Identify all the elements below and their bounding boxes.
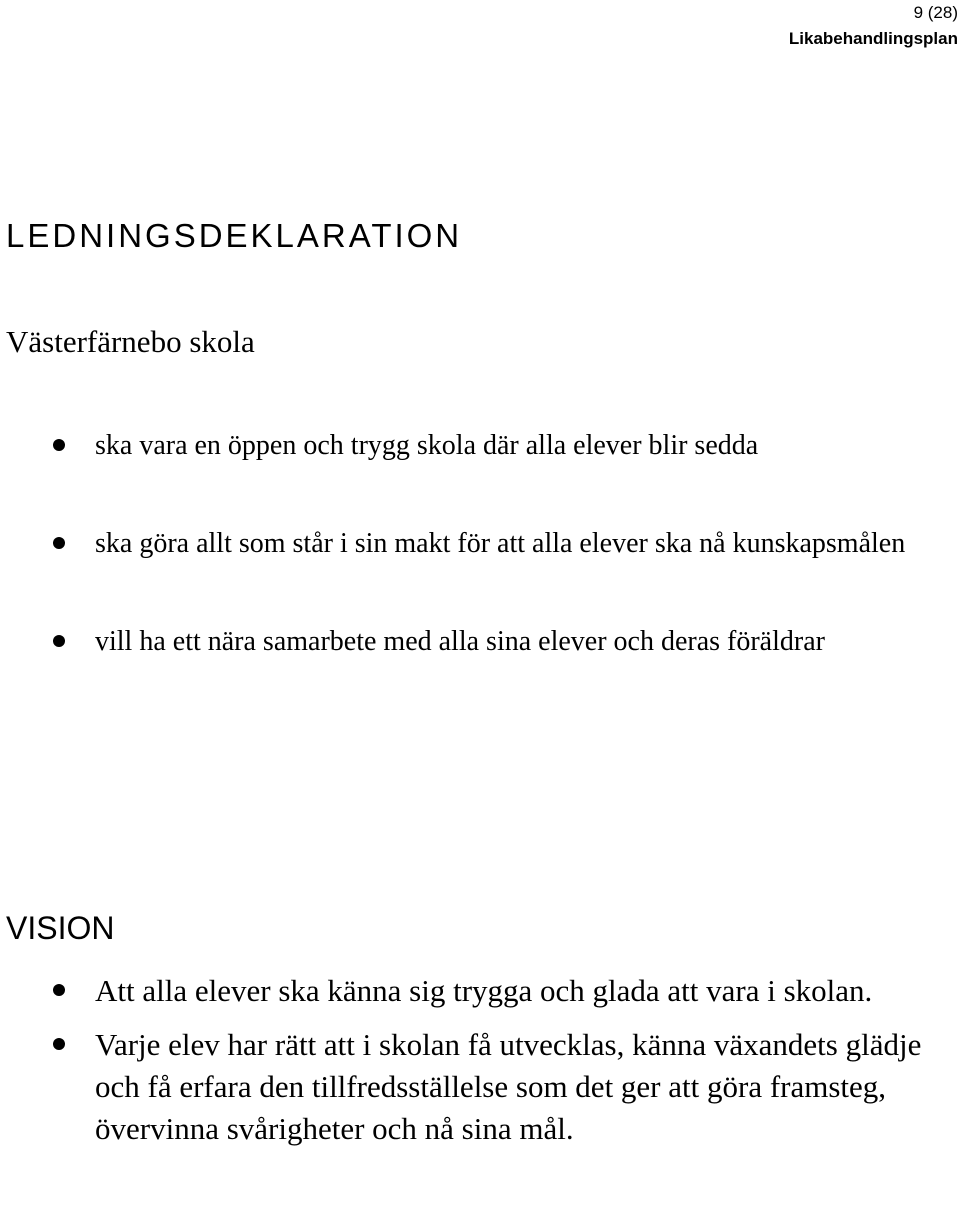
list-item: [0, 521, 925, 566]
school-name: Västerfärnebo skola: [6, 324, 255, 359]
declaration-heading: LEDNINGSDEKLARATION: [6, 217, 463, 254]
vision-list: [0, 970, 935, 1162]
bullet-icon: [53, 984, 65, 996]
list-item: [0, 1024, 935, 1150]
list-item-text: ska göra allt som står i sin makt för att alla elever ska nå kunskapsmålen: [95, 528, 906, 559]
bullet-icon: [53, 1038, 65, 1050]
list-item: [0, 970, 935, 1012]
page-number: 9 (28): [913, 3, 958, 22]
declaration-list: [0, 423, 925, 717]
vision-heading: VISION: [6, 910, 115, 946]
bullet-icon: [53, 439, 65, 451]
list-item-text: Att alla elever ska känna sig trygga och glada att vara i skolan.: [95, 973, 873, 1008]
bullet-icon: [53, 537, 65, 549]
document-label: Likabehandlingsplan: [788, 29, 958, 48]
bullet-icon: [53, 635, 65, 647]
list-item-text: ska vara en öppen och trygg skola där alla elever blir sedda: [95, 430, 759, 461]
list-item-text: vill ha ett nära samarbete med alla sina elever och deras föräldrar: [95, 626, 825, 657]
list-item-text: Varje elev har rätt att i skolan få utvecklas, känna växandets glädje och få erfara den tillfredsställelse som det ger att göra framsteg, övervinna svårigheter och nå sina mål.: [95, 1027, 922, 1146]
page-header: [789, 0, 958, 52]
list-item: [0, 619, 925, 664]
list-item: [0, 423, 925, 468]
